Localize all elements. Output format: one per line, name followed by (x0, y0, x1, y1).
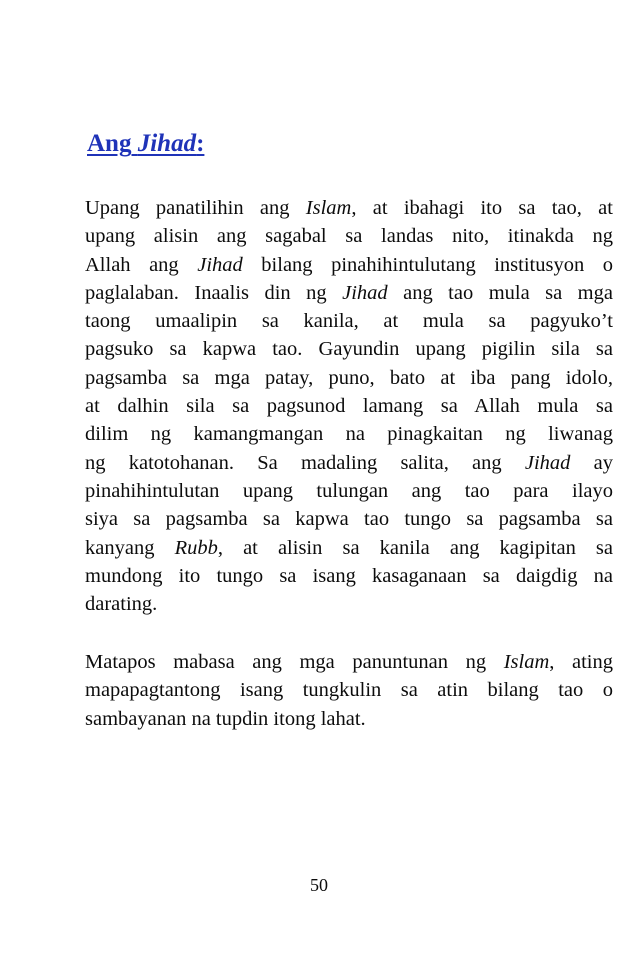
italic-term: Islam (305, 197, 352, 219)
italic-term: Jihad (197, 253, 243, 276)
text-run: taong umaalipin sa kanila, at mula sa pagyuko’t (85, 310, 613, 333)
text-line (85, 676, 613, 704)
text-line (85, 392, 613, 420)
text-run: pinahihintulutan upang tulungan ang tao para ilayo (85, 479, 613, 502)
text-line (85, 534, 613, 562)
text-run: ang tao mula sa mga (387, 281, 613, 304)
paragraph-1 (85, 194, 613, 618)
text-line (85, 279, 613, 307)
text-run: upang alisin ang sagabal sa landas nito, itinakda ng (85, 225, 613, 248)
text-line (85, 364, 613, 392)
text-run: pagsamba sa mga patay, puno, bato at iba pang idolo, (85, 366, 613, 389)
heading-prefix: Ang (87, 130, 132, 157)
text-line (85, 449, 613, 477)
text-run: mundong ito tungo sa isang kasaganaan sa daigdig na (85, 564, 613, 587)
heading-word: Jihad (137, 130, 197, 157)
italic-term: Jihad (524, 451, 571, 474)
text-run: , at ibahagi ito sa tao, at (351, 197, 613, 219)
text-run: pagsuko sa kapwa tao. Gayundin upang pigilin sila sa (85, 338, 613, 361)
text-line (85, 590, 613, 618)
text-run: dilim ng kamangmangan na pinagkaitan ng liwanag (85, 423, 613, 446)
section-heading (87, 130, 204, 158)
text-run: mapapagtantong isang tungkulin sa atin bilang tao o (85, 679, 613, 702)
text-line (85, 194, 613, 222)
text-run: kanyang (85, 536, 175, 559)
page-number: 50 (310, 875, 328, 895)
text-line (85, 477, 613, 505)
paragraph-2 (85, 648, 613, 733)
text-run: , ating (549, 651, 613, 673)
text-run: paglalaban. Inaalis din ng (85, 281, 343, 304)
text-run: Allah ang (85, 253, 198, 276)
text-line (85, 705, 613, 733)
text-run: , at alisin sa kanila ang kagipitan sa (217, 536, 613, 559)
heading-suffix: : (196, 130, 205, 157)
text-line (85, 505, 613, 533)
italic-term: Islam (503, 651, 550, 673)
text-line (85, 251, 613, 279)
text-line (85, 420, 613, 448)
text-run: darating. (85, 593, 158, 616)
text-line (85, 335, 613, 363)
text-line (85, 222, 613, 250)
text-line (85, 307, 613, 335)
text-run: bilang pinahihintulutang institusyon o (242, 253, 613, 276)
text-run: ng katotohanan. Sa madaling salita, ang (85, 451, 525, 474)
italic-term: Jihad (342, 281, 388, 304)
text-run: Upang panatilihin ang (85, 197, 306, 219)
text-run: ay (570, 451, 613, 474)
text-line (85, 648, 613, 676)
text-run: siya sa pagsamba sa kapwa tao tungo sa pagsamba sa (85, 508, 613, 531)
text-run: sambayanan na tupdin itong lahat. (85, 707, 366, 730)
italic-term: Rubb (174, 536, 218, 559)
text-line (85, 562, 613, 590)
text-run: Matapos mabasa ang mga panuntunan ng (85, 651, 504, 673)
text-run: at dalhin sila sa pagsunod lamang sa Allah mula sa (85, 395, 613, 418)
